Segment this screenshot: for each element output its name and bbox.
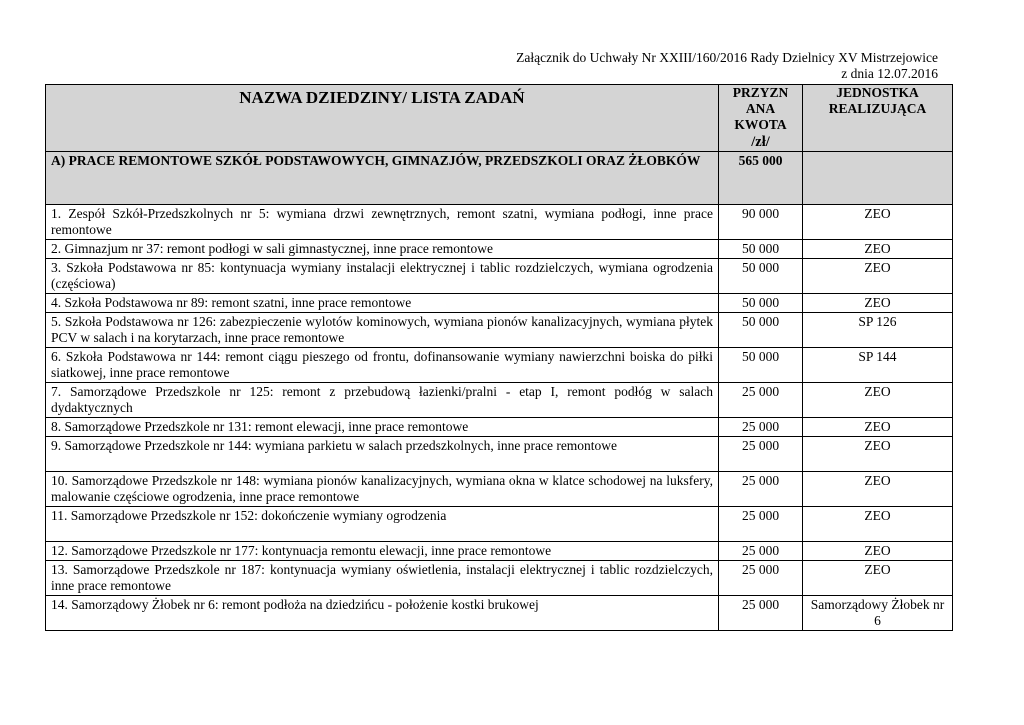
task-cell: 6. Szkoła Podstawowa nr 144: remont ciągu pieszego od frontu, dofinansowanie wymiany nawierzchni boiska do piłki siatkowej, inne prace remontowe [46,348,719,383]
column-header-amount [719,85,803,152]
unit-cell: ZEO [803,418,953,437]
attachment-date: z dnia 12.07.2016 [841,66,938,81]
task-cell: 9. Samorządowe Przedszkole nr 144: wymiana parkietu w salach przedszkolnych, inne prace remontowe [46,437,719,472]
amount-header-line: PRZYZN [732,85,789,100]
amount-cell: 25 000 [719,418,803,437]
amount-cell: 50 000 [719,240,803,259]
unit-cell: ZEO [803,472,953,507]
amount-header-line: KWOTA [734,117,787,132]
unit-cell: Samorządowy Żłobek nr 6 [803,596,953,631]
amount-cell: 25 000 [719,596,803,631]
section-amount: 565 000 [719,152,803,205]
amount-header-line: /zł/ [751,134,770,150]
attachment-header: Załącznik do Uchwały Nr XXIII/160/2016 Rady Dzielnicy XV Mistrzejowice [516,50,938,65]
table-row [46,472,953,507]
table-row [46,240,953,259]
unit-cell: ZEO [803,259,953,294]
unit-cell: SP 126 [803,313,953,348]
task-cell: 13. Samorządowe Przedszkole nr 187: kontynuacja wymiany oświetlenia, instalacji elektrycznej i tablic rozdzielczych, inne prace remontowe [46,561,719,596]
amount-cell: 25 000 [719,437,803,472]
tasks-table [45,84,953,631]
task-cell: 10. Samorządowe Przedszkole nr 148: wymiana pionów kanalizacyjnych, wymiana okna w klatce schodowej na luksfery, malowanie częściowe ogrodzenia, inne prace remontowe [46,472,719,507]
amount-cell: 50 000 [719,348,803,383]
task-cell: 2. Gimnazjum nr 37: remont podłogi w sali gimnastycznej, inne prace remontowe [46,240,719,259]
section-title: A) PRACE REMONTOWE SZKÓŁ PODSTAWOWYCH, GIMNAZJÓW, PRZEDSZKOLI ORAZ ŻŁOBKÓW [46,152,719,205]
unit-header-line: REALIZUJĄCA [828,101,927,116]
unit-header-line: JEDNOSTKA [836,85,919,100]
table-row [46,561,953,596]
table-row [46,383,953,418]
column-header-unit [803,85,953,152]
task-cell: 3. Szkoła Podstawowa nr 85: kontynuacja wymiany instalacji elektrycznej i tablic rozdzielczych, wymiana ogrodzenia (częściowa) [46,259,719,294]
table-row [46,507,953,542]
unit-cell: ZEO [803,437,953,472]
unit-cell: ZEO [803,542,953,561]
unit-cell: SP 144 [803,348,953,383]
table-row [46,294,953,313]
table-row [46,313,953,348]
unit-cell: ZEO [803,507,953,542]
section-row [46,152,953,205]
amount-cell: 25 000 [719,507,803,542]
amount-cell: 50 000 [719,294,803,313]
task-cell: 8. Samorządowe Przedszkole nr 131: remont elewacji, inne prace remontowe [46,418,719,437]
table-row [46,348,953,383]
unit-cell: ZEO [803,205,953,240]
task-cell: 4. Szkoła Podstawowa nr 89: remont szatni, inne prace remontowe [46,294,719,313]
task-cell: 5. Szkoła Podstawowa nr 126: zabezpieczenie wylotów kominowych, wymiana pionów kanalizacyjnych, wymiana płytek PCV w salach i na korytarzach, inne prace remontowe [46,313,719,348]
table-row [46,542,953,561]
section-unit [803,152,953,205]
amount-cell: 50 000 [719,259,803,294]
table-row [46,596,953,631]
task-cell: 14. Samorządowy Żłobek nr 6: remont podłoża na dziedzińcu - położenie kostki brukowej [46,596,719,631]
unit-cell: ZEO [803,240,953,259]
task-cell: 1. Zespół Szkół-Przedszkolnych nr 5: wymiana drzwi zewnętrznych, remont szatni, wymiana podłogi, inne prace remontowe [46,205,719,240]
table-row [46,205,953,240]
amount-cell: 25 000 [719,542,803,561]
amount-cell: 25 000 [719,472,803,507]
table-row [46,418,953,437]
amount-cell: 25 000 [719,383,803,418]
table-header-row [46,85,953,152]
amount-cell: 50 000 [719,313,803,348]
amount-cell: 25 000 [719,561,803,596]
task-cell: 7. Samorządowe Przedszkole nr 125: remont z przebudową łazienki/pralni - etap I, remont podłóg w salach dydaktycznych [46,383,719,418]
task-cell: 11. Samorządowe Przedszkole nr 152: dokończenie wymiany ogrodzenia [46,507,719,542]
task-cell: 12. Samorządowe Przedszkole nr 177: kontynuacja remontu elewacji, inne prace remontowe [46,542,719,561]
table-row [46,259,953,294]
amount-cell: 90 000 [719,205,803,240]
unit-cell: ZEO [803,294,953,313]
unit-cell: ZEO [803,561,953,596]
table-row [46,437,953,472]
amount-header-line: ANA [745,101,776,116]
column-header-name: NAZWA DZIEDZINY/ LISTA ZADAŃ [46,85,719,152]
unit-cell: ZEO [803,383,953,418]
